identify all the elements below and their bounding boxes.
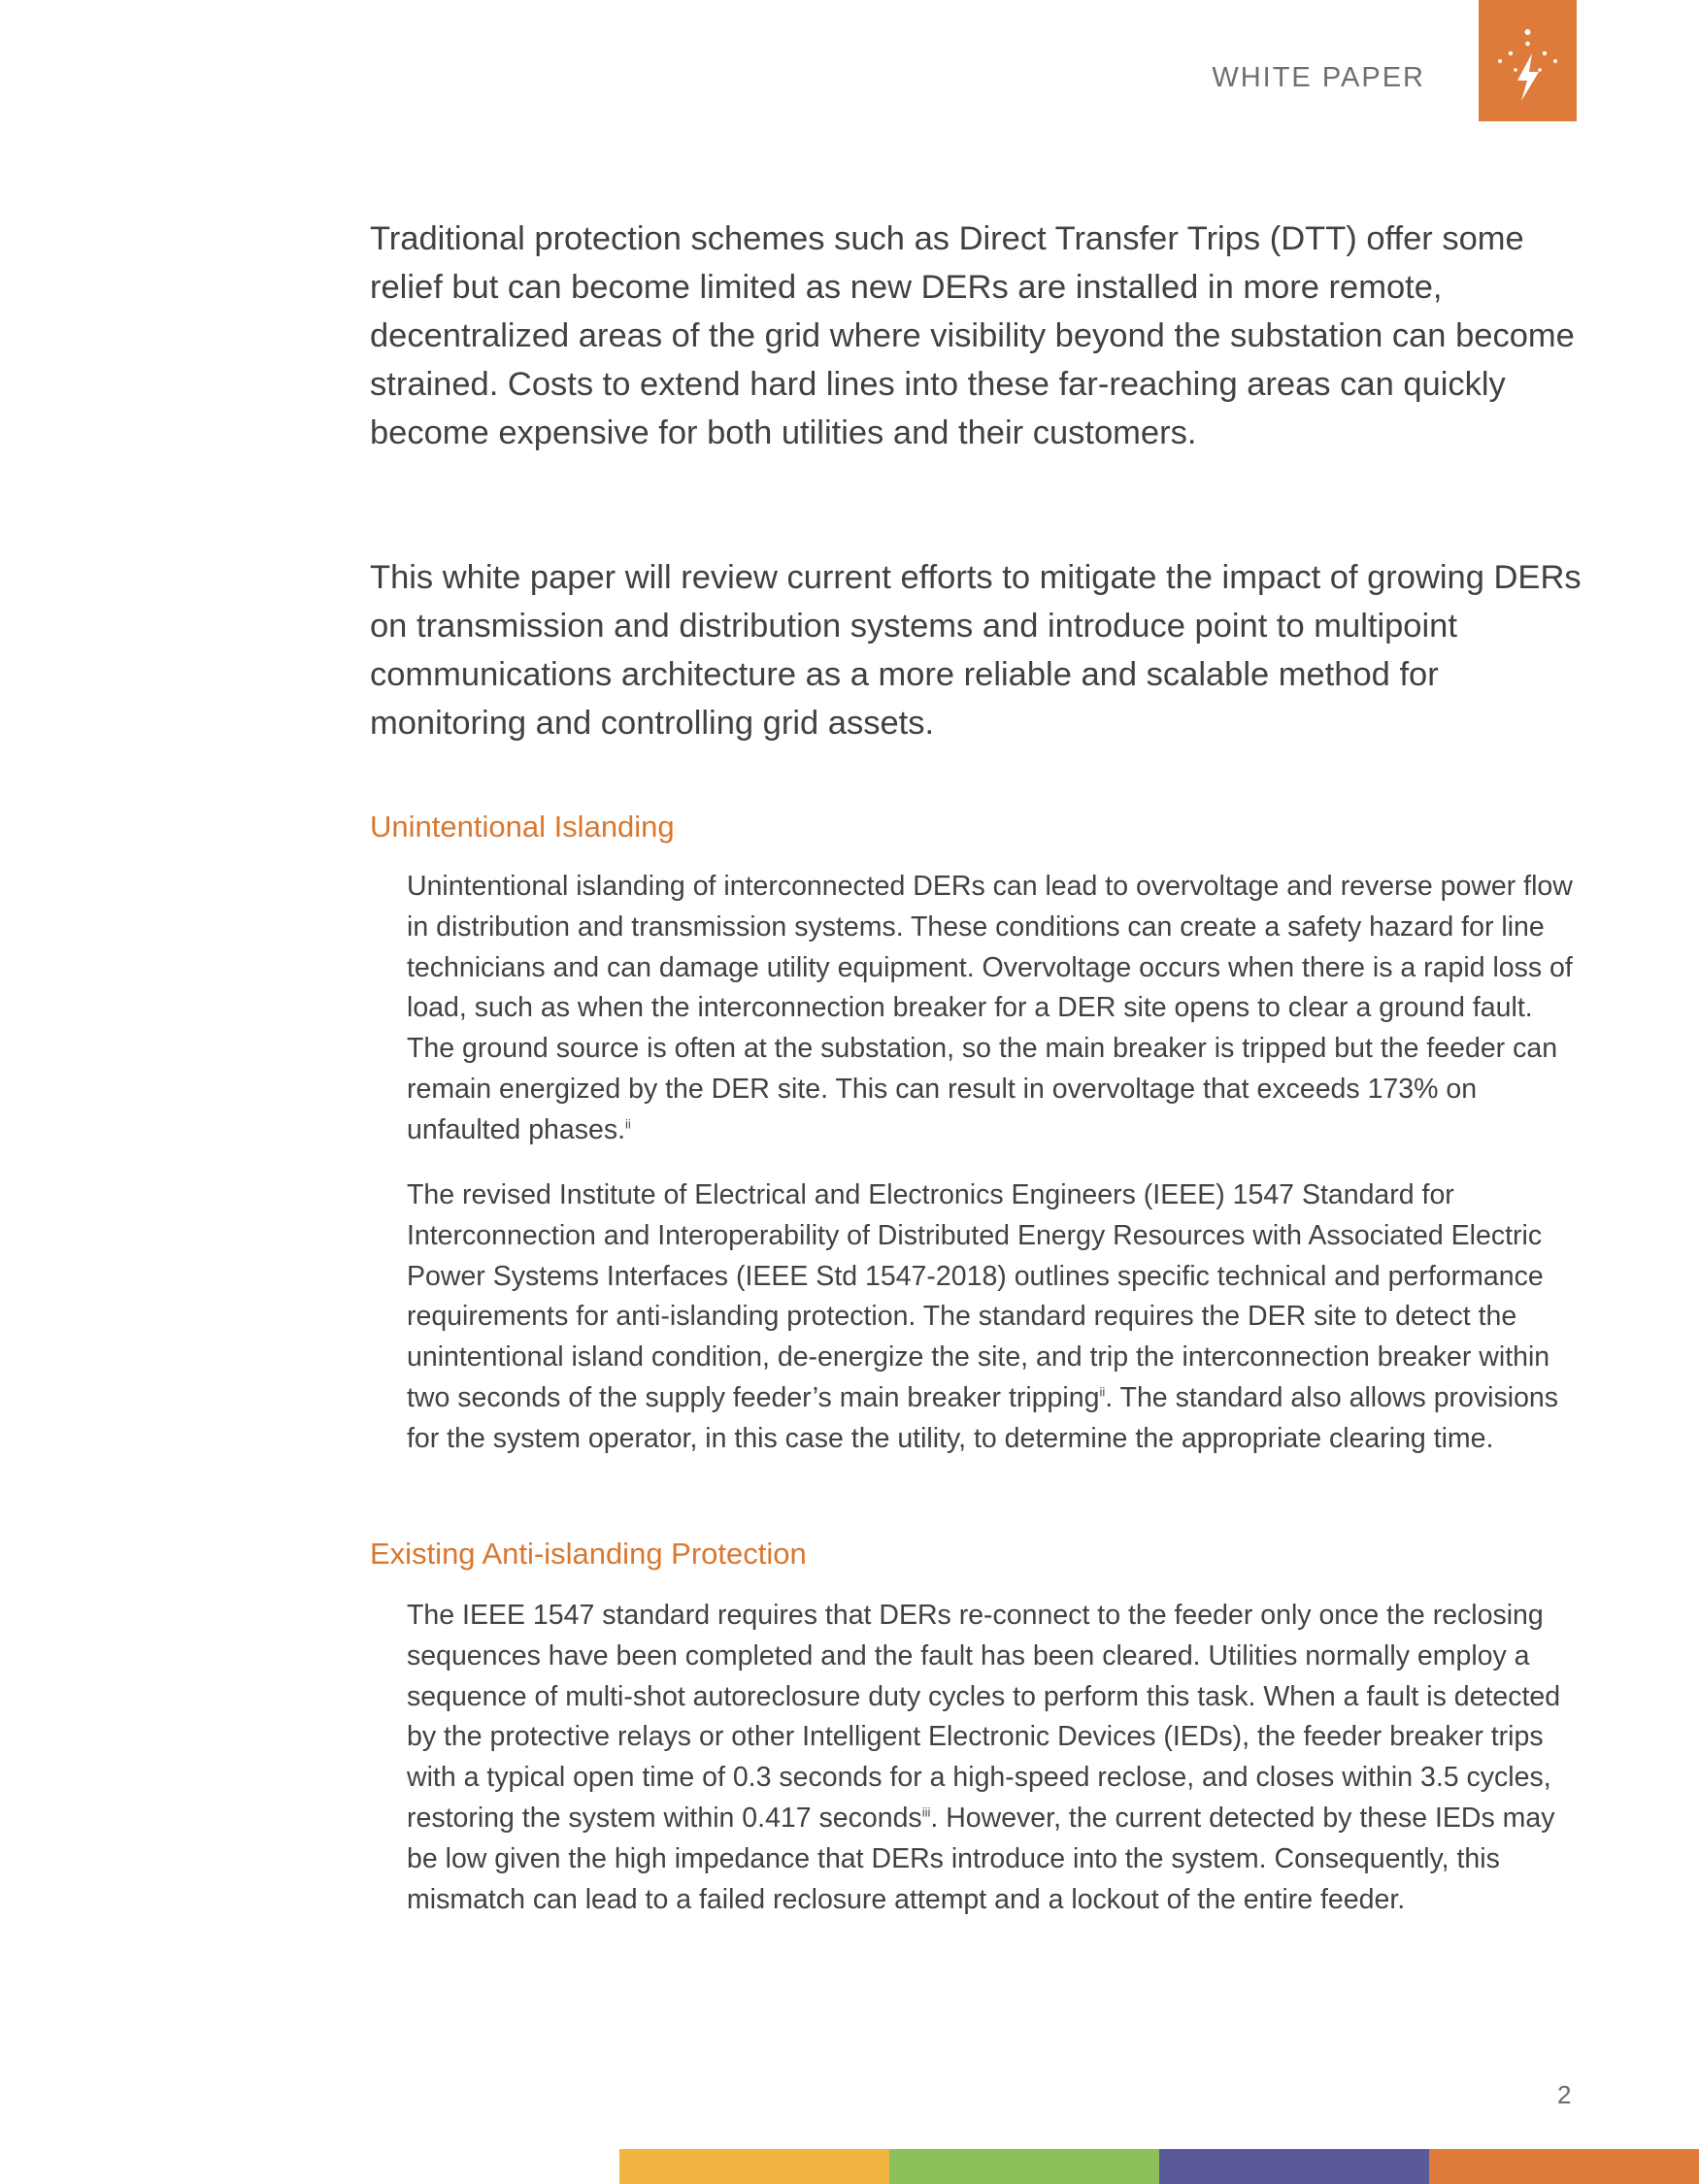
paragraph-text: The IEEE 1547 standard requires that DERs re-connect to the feeder only once the reclosing sequences have been completed and the fault has been cleared. Utilities normally employ a sequence of multi-shot autoreclosure duty cycles to perform this task. When a fault is detected by the protective relays or other Intelligent Electronic Devices (IEDs), the feeder breaker trips with a typical open time of 0.3 seconds for a high-speed reclose, and closes within 3.5 cycles, restoring the system within 0.417 seconds: [407, 1600, 1561, 1834]
logo: [1479, 0, 1577, 121]
footnote-marker: ii: [1099, 1384, 1106, 1400]
intro-paragraph: This white paper will review current efforts to mitigate the impact of growing DERs on transmission and distribution systems and introduce point to multipoint communications architecture as a more reliable and scalable method for monitoring and controlling grid assets.: [370, 559, 1582, 742]
body-paragraph: [407, 1596, 1577, 1920]
footnote-marker: iii: [921, 1804, 931, 1820]
footnote-marker: ii: [625, 1116, 631, 1132]
footer-color-bar: [619, 2149, 1699, 2184]
color-bar-segment: [1159, 2149, 1429, 2184]
color-bar-segment: [619, 2149, 889, 2184]
color-bar-segment: [889, 2149, 1159, 2184]
section-heading: Existing Anti-islanding Protection: [370, 1537, 807, 1571]
lightning-bolt-icon: [1479, 0, 1577, 121]
body-paragraph: [407, 867, 1577, 1151]
color-bar-segment: [1429, 2149, 1699, 2184]
paragraph-text: The revised Institute of Electrical and Electronics Engineers (IEEE) 1547 Standard for Interconnection and Interoperability of Distributed Energy Resources with Associated Electric Power Systems Interfaces (IEEE Std 1547-2018) outlines specific technical and performance requirements for anti-islanding protection. The standard requires the DER site to detect the unintentional island condition, de-energize the site, and trip the interconnection breaker within two seconds of the supply feeder’s main breaker tripping: [407, 1179, 1550, 1413]
paragraph-text: Unintentional islanding of interconnected DERs can lead to overvoltage and reverse power flow in distribution and transmission systems. These conditions can create a safety hazard for line technicians and can damage utility equipment. Overvoltage occurs when there is a rapid loss of load, such as when the interconnection breaker for a DER site opens to clear a ground fault. The ground source is often at the substation, so the main breaker is tripped but the feeder can remain energized by the DER site. This can result in overvoltage that exceeds 173% on unfaulted phases.: [407, 871, 1573, 1145]
body-paragraph: [407, 1175, 1577, 1460]
paragraph-text: . However, the current detected by these IEDs may be low given the high impedance that DERs introduce into the system. Consequently, this mismatch can lead to a failed reclosure attempt and a lockout of the entire feeder.: [407, 1802, 1555, 1915]
page-number: 2: [1557, 2080, 1572, 2109]
document-type-label: WHITE PAPER: [1212, 62, 1425, 93]
intro-paragraph: Traditional protection schemes such as Direct Transfer Trips (DTT) offer some relief but can become limited as new DERs are installed in more remote, decentralized areas of the grid where visibility beyond the substation can become strained. Costs to extend hard lines into these far-reaching areas can quickly become expensive for both utilities and their customers.: [370, 220, 1575, 451]
paragraph-text: . The standard also allows provisions for the system operator, in this case the utility, to determine the appropriate clearing time.: [407, 1381, 1559, 1454]
section-heading: Unintentional Islanding: [370, 810, 675, 844]
